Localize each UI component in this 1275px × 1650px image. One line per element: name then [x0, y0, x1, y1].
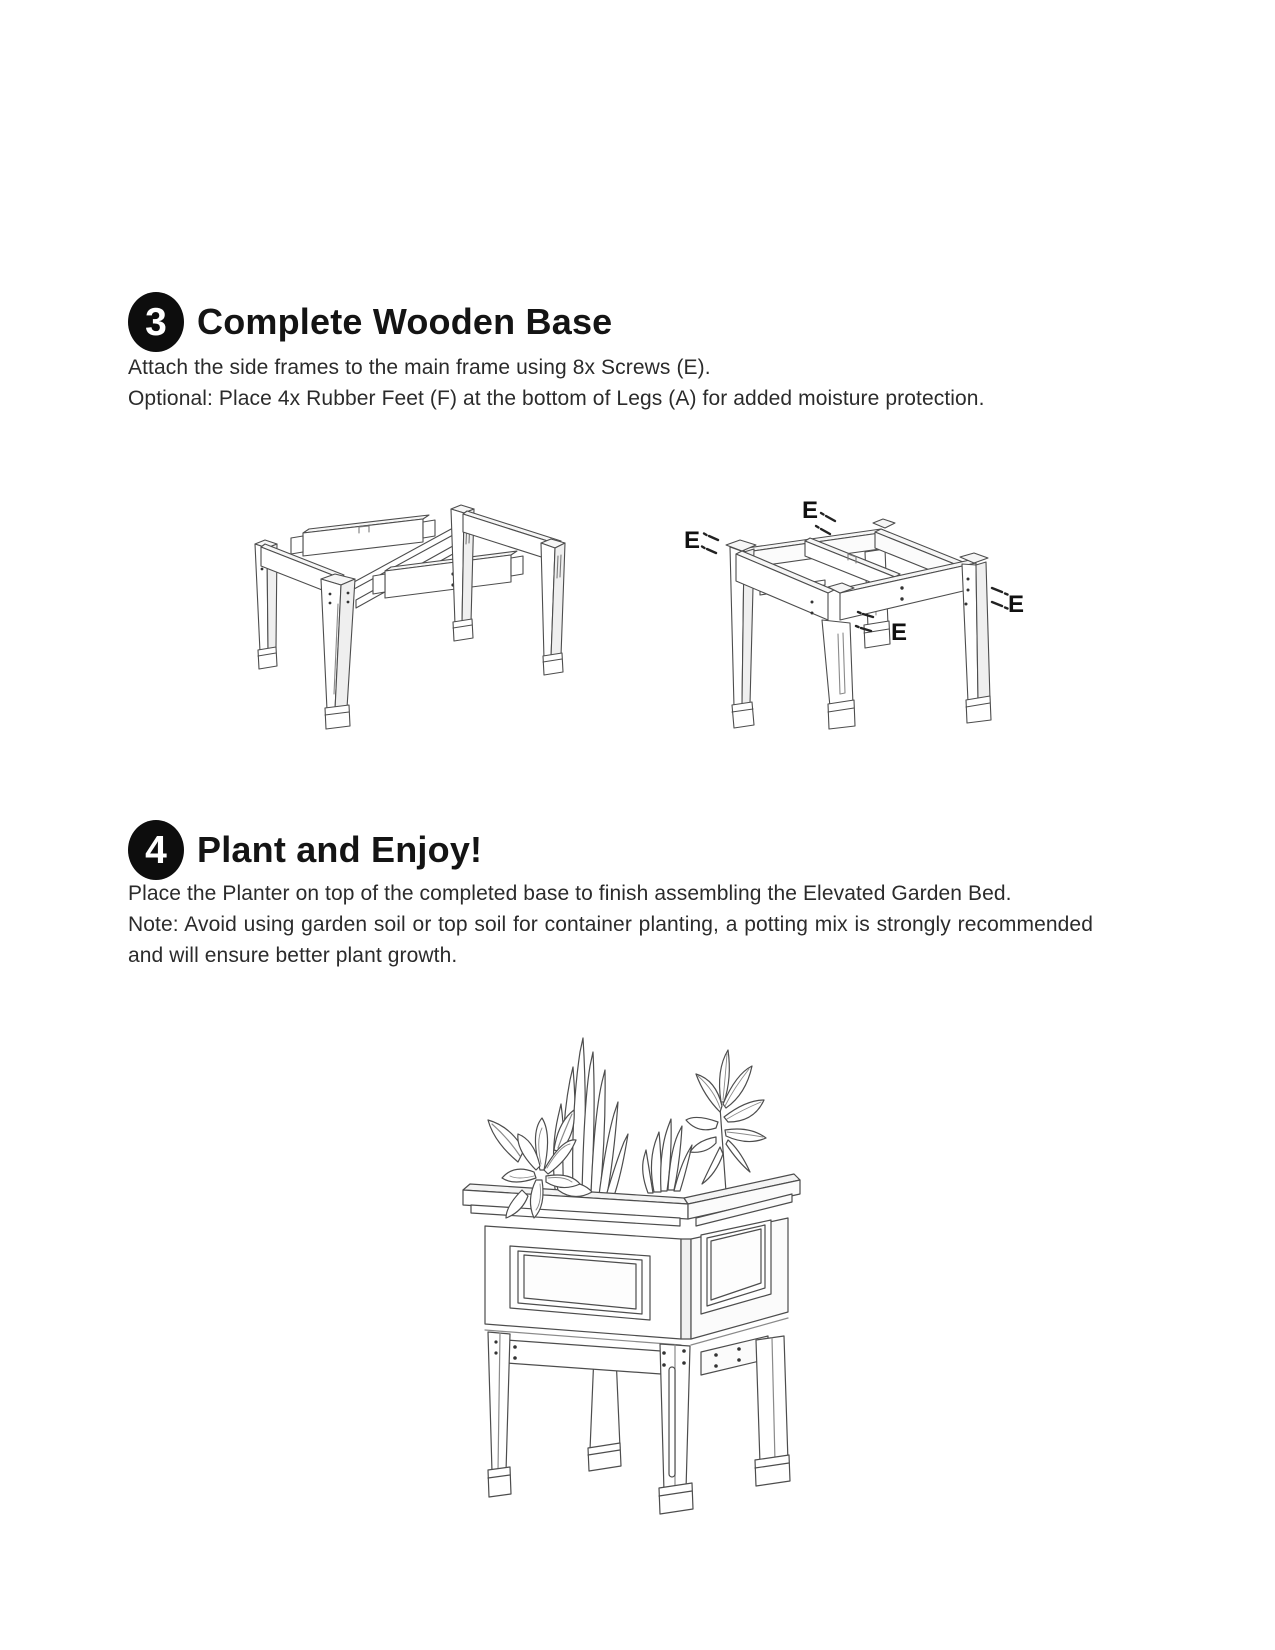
step-4-note: Note: Avoid using garden soil or top soil for container planting, a potting mix is strongly recommended and will ensure better plant growth. [128, 913, 1093, 967]
screw-label-e-left: E [683, 527, 701, 554]
exploded-base-drawing [243, 482, 583, 732]
step-3-title: Complete Wooden Base [197, 301, 613, 342]
step-4-instructions [128, 878, 1093, 971]
assembled-base-figure [660, 452, 1030, 752]
step-3-header [128, 292, 612, 352]
exploded-base-figure [243, 482, 583, 732]
screw-label-e-top: E [801, 497, 819, 524]
step-3-instruction-line-2: Optional: Place 4x Rubber Feet (F) at the bottom of Legs (A) for added moisture protection. [128, 387, 985, 410]
step-3-instructions [128, 352, 1093, 414]
screw-label-e-bottom: E [890, 619, 908, 646]
step-4-badge [128, 820, 184, 880]
finished-planter-drawing [458, 1022, 808, 1522]
step-3-number: 3 [145, 300, 167, 344]
step-4-instruction-line-1: Place the Planter on top of the completed base to finish assembling the Elevated Garden Bed. [128, 882, 1012, 905]
step-3-badge [128, 292, 184, 352]
finished-planter-figure [458, 1022, 808, 1522]
assembled-base-drawing [660, 452, 1030, 752]
step-4-header [128, 820, 482, 880]
step-3-instruction-line-1: Attach the side frames to the main frame using 8x Screws (E). [128, 356, 711, 379]
step-4-number: 4 [145, 828, 167, 872]
step-4-title: Plant and Enjoy! [197, 829, 483, 870]
screw-label-e-right: E [1007, 591, 1025, 618]
